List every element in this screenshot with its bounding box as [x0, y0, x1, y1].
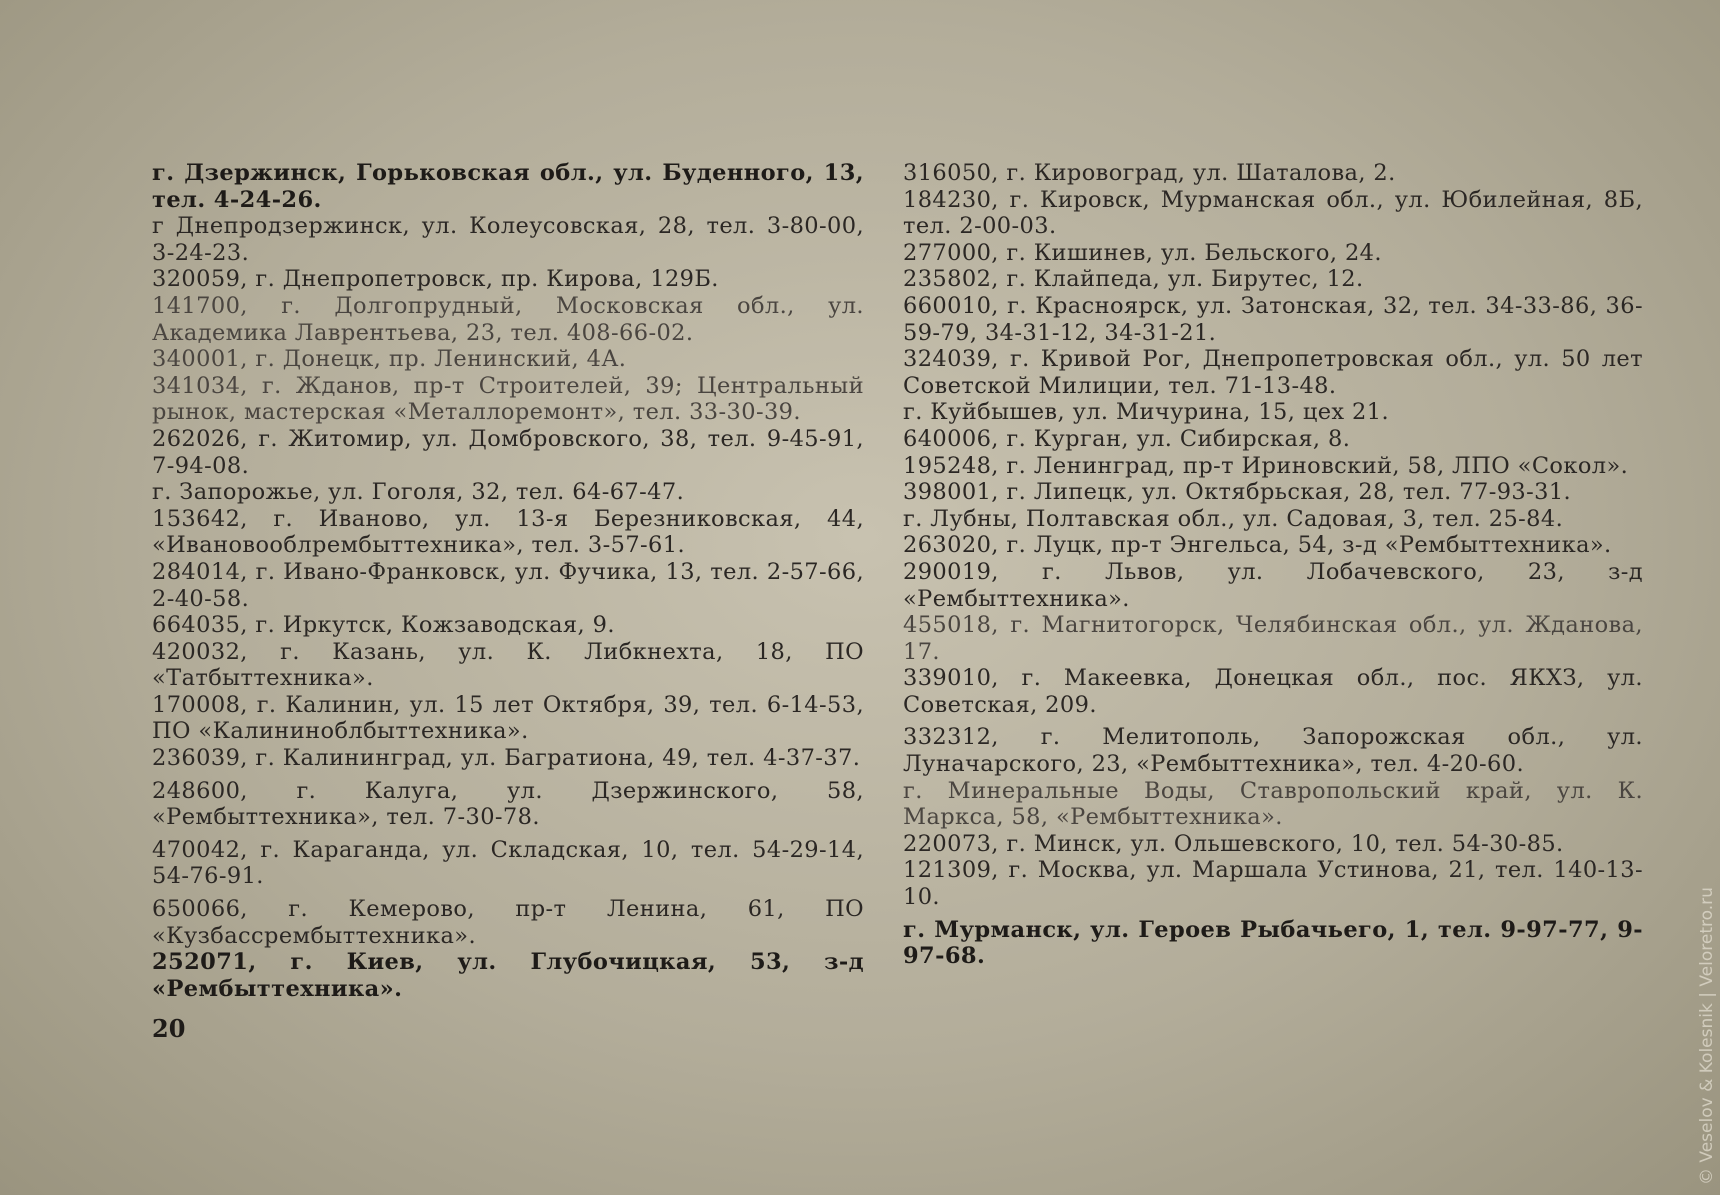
list-item: 248600, г. Калуга, ул. Дзержинского, 58, «Рембыттехника», тел. 7-30-78.: [152, 777, 864, 831]
list-item: 252071, г. Киев, ул. Глубочицкая, 53, з-д «Рембыттехника».: [152, 949, 864, 1002]
list-item: г. Мурманск, ул. Героев Рыбачьего, 1, тел. 9-97-77, 9-97-68.: [903, 916, 1643, 970]
list-item: 664035, г. Иркутск, Кожзаводская, 9.: [152, 612, 615, 639]
list-item: 195248, г. Ленинград, пр-т Ириновский, 58, ЛПО «Сокол».: [903, 452, 1629, 479]
list-item: 284014, г. Ивано-Франковск, ул. Фучика, 13, тел. 2-57-66, 2-40-58.: [152, 558, 864, 612]
list-item: 398001, г. Липецк, ул. Октябрьская, 28, тел. 77-93-31.: [903, 479, 1572, 506]
list-item: 316050, г. Кировоград, ул. Шаталова, 2.: [903, 160, 1396, 186]
list-item: 263020, г. Луцк, пр-т Энгельса, 54, з-д «Рембыттехника».: [903, 532, 1612, 559]
list-item: г. Куйбышев, ул. Мичурина, 15, цех 21.: [903, 399, 1390, 426]
list-item: 262026, г. Житомир, ул. Домбровского, 38, тел. 9-45-91, 7-94-08.: [152, 425, 864, 479]
list-item: 153642, г. Иваново, ул. 13-я Березниковская, 44, «Ивановооблрембыттехника», тел. 3-57-61.: [152, 505, 864, 559]
list-item: 324039, г. Кривой Рог, Днепропетровская обл., ул. 50 лет Советской Милиции, тел. 71-13-48.: [903, 346, 1643, 399]
list-item: г. Дзержинск, Горьковская обл., ул. Буденного, 13, тел. 4-24-26.: [152, 160, 864, 213]
list-item: 420032, г. Казань, ул. К. Либкнехта, 18, ПО «Татбыттехника».: [152, 638, 864, 692]
list-item: 470042, г. Караганда, ул. Складская, 10, тел. 54-29-14, 54-76-91.: [152, 836, 864, 890]
list-item: 235802, г. Клайпеда, ул. Бирутес, 12.: [903, 266, 1364, 293]
list-item: 660010, г. Красноярск, ул. Затонская, 32, тел. 34-33-86, 36-59-79, 34-31-12, 34-31-21.: [903, 292, 1643, 346]
right-column: [903, 160, 1643, 970]
list-item: г. Лубны, Полтавская обл., ул. Садовая, 3, тел. 25-84.: [903, 505, 1564, 532]
list-item: 320059, г. Днепропетровск, пр. Кирова, 129Б.: [152, 266, 719, 293]
left-column: [152, 160, 864, 1002]
list-item: 277000, г. Кишинев, ул. Бельского, 24.: [903, 239, 1382, 266]
list-item: г. Запорожье, ул. Гоголя, 32, тел. 64-67-47.: [152, 479, 685, 506]
list-item: 290019, г. Львов, ул. Лобачевского, 23, з-д «Рембыттехника».: [903, 558, 1643, 612]
list-item: 141700, г. Долгопрудный, Московская обл., ул. Академика Лаврентьева, 23, тел. 408-66-02.: [152, 292, 864, 346]
list-item: 220073, г. Минск, ул. Ольшевского, 10, тел. 54-30-85.: [903, 830, 1564, 857]
list-item: 236039, г. Калининград, ул. Багратиона, 49, тел. 4-37-37.: [152, 745, 861, 772]
list-item: 332312, г. Мелитополь, Запорожская обл., ул. Луначарского, 23, «Рембыттехника», тел. 4-20-60.: [903, 724, 1643, 778]
list-item: 184230, г. Кировск, Мурманская обл., ул. Юбилейная, 8Б, тел. 2-00-03.: [903, 186, 1643, 240]
list-item: 341034, г. Жданов, пр-т Строителей, 39; Центральный рынок, мастерская «Металлоремонт», тел. 33-30-39.: [152, 372, 864, 426]
list-item: г Днепродзержинск, ул. Колеусовская, 28, тел. 3-80-00, 3-24-23.: [152, 213, 864, 266]
list-item: 121309, г. Москва, ул. Маршала Устинова, 21, тел. 140-13-10.: [903, 857, 1643, 911]
list-item: 455018, г. Магнитогорск, Челябинская обл., ул. Жданова, 17.: [903, 612, 1643, 665]
list-item: 640006, г. Курган, ул. Сибирская, 8.: [903, 425, 1351, 452]
watermark: © Veselov & Kolesnik | Veloretro.ru: [1697, 887, 1717, 1185]
page-number: 20: [152, 1014, 186, 1043]
list-item: 340001, г. Донецк, пр. Ленинский, 4А.: [152, 346, 627, 373]
list-item: г. Минеральные Воды, Ставропольский край, ул. К. Маркса, 58, «Рембыттехника».: [903, 777, 1643, 831]
list-item: 650066, г. Кемерово, пр-т Ленина, 61, ПО «Кузбассрембыттехника».: [152, 896, 864, 949]
list-item: 170008, г. Калинин, ул. 15 лет Октября, 39, тел. 6-14-53, ПО «Калининоблбыттехника».: [152, 691, 864, 745]
list-item: 339010, г. Макеевка, Донецкая обл., пос. ЯКХЗ, ул. Советская, 209.: [903, 665, 1643, 718]
